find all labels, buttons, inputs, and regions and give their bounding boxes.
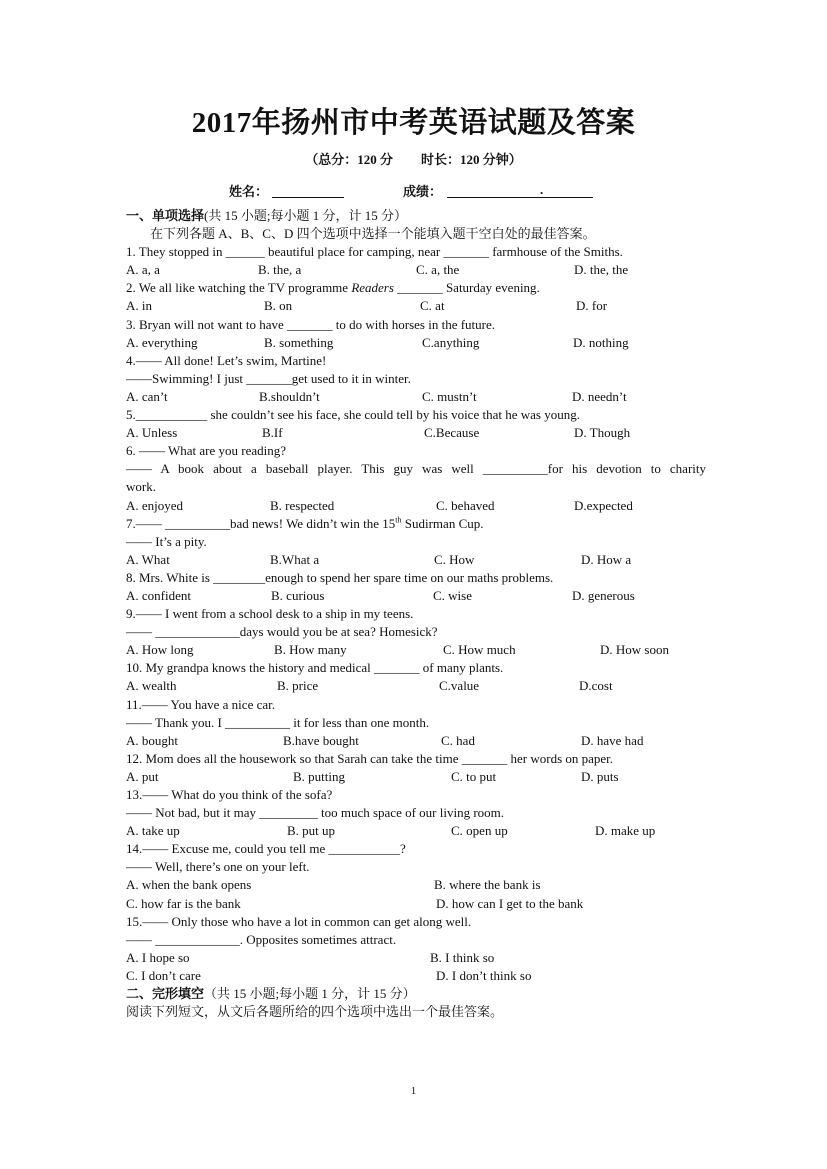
q12-option-d[interactable]: D. puts	[581, 768, 619, 784]
q6-stem-2: —— A book about a baseball player. This guy was well __________for his devotion to charity	[126, 461, 706, 477]
section2-instruction: 阅读下列短文，从文后各题所给的四个选项中选出一个最佳答案。	[126, 1004, 504, 1020]
section1-detail: (共 15 小题;每小题 1 分，计 15 分）	[204, 208, 407, 223]
q15-stem-1: 15.—— Only those who have a lot in common can get along well.	[126, 913, 472, 929]
q9-option-b[interactable]: B. How many	[274, 642, 347, 658]
q14-options-ab	[126, 876, 706, 894]
q13-option-a[interactable]: A. take up	[126, 823, 180, 839]
section1-instruction: 在下列各题 A、B、C、D 四个选项中选择一个能填入题干空白处的最佳答案。	[150, 226, 596, 242]
q10-option-a[interactable]: A. wealth	[126, 678, 177, 694]
q6-option-c[interactable]: C. behaved	[436, 497, 495, 513]
q10-option-c[interactable]: C.value	[439, 678, 480, 694]
q7-stem-2: —— It’s a pity.	[126, 533, 207, 549]
q4-option-c[interactable]: C. mustn’t	[422, 388, 477, 404]
q10-options	[126, 677, 706, 695]
q14-options-cd	[126, 895, 706, 913]
q11-option-d[interactable]: D. have had	[581, 732, 644, 748]
q12-option-b[interactable]: B. putting	[293, 768, 346, 784]
q5-option-c[interactable]: C.Because	[424, 425, 480, 441]
q2-stem-part2: _______ Saturday evening.	[393, 280, 540, 296]
q8-option-a[interactable]: A. confident	[126, 587, 191, 603]
score-mark: .	[540, 182, 544, 197]
q2-options	[126, 297, 706, 315]
q11-stem-1: 11.—— You have a nice car.	[126, 696, 275, 712]
q7-stem-1	[126, 515, 706, 533]
q15-option-b[interactable]: B. I think so	[430, 949, 495, 965]
q12-option-a[interactable]: A. put	[126, 768, 159, 784]
q4-option-b[interactable]: B.shouldn’t	[259, 388, 320, 404]
q6-options	[126, 497, 706, 515]
q13-stem-2: —— Not bad, but it may _________ too much space of our living room.	[126, 805, 505, 821]
q1-option-d[interactable]: D. the, the	[574, 262, 629, 278]
q13-option-d[interactable]: D. make up	[595, 823, 656, 839]
q14-stem-1: 14.—— Excuse me, could you tell me ___________?	[126, 841, 406, 857]
q9-stem-2: —— _____________days would you be at sea? Homesick?	[126, 624, 438, 640]
name-blank[interactable]	[272, 183, 344, 198]
q13-options	[126, 822, 706, 840]
q14-option-d[interactable]: D. how can I get to the bank	[436, 895, 584, 911]
q5-options	[126, 424, 706, 442]
q4-options	[126, 388, 706, 406]
q7-option-a[interactable]: A. What	[126, 551, 170, 567]
q2-stem-part1: 2. We all like watching the TV programme	[126, 280, 352, 296]
score-blank[interactable]	[447, 183, 593, 198]
q7-option-b[interactable]: B.What a	[270, 551, 320, 567]
q2-option-d[interactable]: D. for	[576, 298, 608, 314]
q5-stem: 5.___________ she couldn’t see his face, she could tell by his voice that he was young.	[126, 407, 580, 423]
q12-stem: 12. Mom does all the housework so that Sarah can take the time _______ her words on paper.	[126, 750, 614, 766]
q5-option-d[interactable]: D. Though	[574, 425, 631, 441]
q3-option-c[interactable]: C.anything	[422, 334, 480, 350]
q14-option-c[interactable]: C. how far is the bank	[126, 895, 241, 911]
q15-stem-2: —— _____________. Opposites sometimes attract.	[126, 931, 397, 947]
section2-detail: （共 15 小题;每小题 1 分，计 15 分）	[204, 986, 416, 1002]
q1-stem: 1. They stopped in ______ beautiful place for camping, near _______ farmhouse of the Smiths.	[126, 244, 623, 260]
q13-option-c[interactable]: C. open up	[451, 823, 508, 839]
q7-option-c[interactable]: C. How	[434, 551, 475, 567]
exam-subtitle	[0, 151, 827, 169]
q8-stem: 8. Mrs. White is ________enough to spend her spare time on our maths problems.	[126, 569, 554, 585]
section1-title: 一、单项选择	[126, 208, 205, 223]
q1-option-c[interactable]: C. a, the	[416, 262, 460, 278]
q9-option-a[interactable]: A. How long	[126, 642, 194, 658]
q6-option-b[interactable]: B. respected	[270, 497, 335, 513]
q1-option-b[interactable]: B. the, a	[258, 262, 302, 278]
q8-options	[126, 587, 706, 605]
q14-option-b[interactable]: B. where the bank is	[434, 877, 541, 893]
section1-heading	[126, 207, 706, 225]
section2-heading	[126, 985, 706, 1003]
q15-option-a[interactable]: A. I hope so	[126, 949, 190, 965]
q4-stem-2: ——Swimming! I just _______get used to it in winter.	[126, 370, 411, 386]
q6-option-d[interactable]: D.expected	[574, 497, 633, 513]
total-score-info: （总分：120 分	[305, 152, 393, 167]
q11-option-a[interactable]: A. bought	[126, 732, 178, 748]
q6-stem-3: work.	[126, 479, 156, 495]
q3-option-d[interactable]: D. nothing	[573, 334, 629, 350]
q9-option-d[interactable]: D. How soon	[600, 642, 669, 658]
duration-info: 时长：120 分钟）	[421, 152, 522, 167]
q15-option-c[interactable]: C. I don’t care	[126, 967, 201, 983]
page-number: 1	[410, 1085, 417, 1097]
exam-content	[126, 207, 706, 1021]
q15-options-cd	[126, 967, 706, 985]
q10-stem: 10. My grandpa knows the history and medical _______ of many plants.	[126, 660, 504, 676]
q13-stem-1: 13.—— What do you think of the sofa?	[126, 787, 333, 802]
q5-option-b[interactable]: B.If	[262, 425, 283, 441]
q8-option-c[interactable]: C. wise	[433, 587, 472, 603]
q5-option-a[interactable]: A. Unless	[126, 425, 178, 441]
q1-option-a[interactable]: A. a, a	[126, 262, 160, 278]
q9-option-c[interactable]: C. How much	[443, 642, 516, 658]
q9-options	[126, 641, 706, 659]
q14-option-a[interactable]: A. when the bank opens	[126, 877, 252, 893]
score-label: 成绩：	[403, 184, 443, 199]
q2-option-a[interactable]: A. in	[126, 298, 152, 314]
q12-options	[126, 768, 706, 786]
q15-options-ab	[126, 949, 706, 967]
q4-stem-1: 4.—— All done! Let’s swim, Martine!	[126, 352, 327, 368]
q11-options	[126, 732, 706, 750]
q4-option-d[interactable]: D. needn’t	[572, 388, 627, 404]
q3-option-b[interactable]: B. something	[264, 334, 334, 350]
q2-option-b[interactable]: B. on	[264, 298, 293, 314]
section2-title: 二、完形填空	[126, 986, 205, 1002]
q11-option-c[interactable]: C. had	[441, 732, 475, 748]
q8-option-d[interactable]: D. generous	[572, 587, 635, 603]
q3-stem: 3. Bryan will not want to have _______ to do with horses in the future.	[126, 316, 496, 332]
q7-ordinal-suffix: th	[395, 515, 402, 525]
name-label: 姓名：	[229, 184, 269, 199]
q3-option-a[interactable]: A. everything	[126, 334, 198, 350]
q7-option-d[interactable]: D. How a	[581, 551, 632, 567]
q13-option-b[interactable]: B. put up	[287, 823, 336, 839]
q6-option-a[interactable]: A. enjoyed	[126, 497, 184, 513]
q2-option-c[interactable]: C. at	[420, 298, 445, 314]
q3-options	[126, 334, 706, 352]
q2-stem	[126, 279, 706, 297]
q9-stem-1: 9.—— I went from a school desk to a ship in my teens.	[126, 606, 414, 622]
q10-option-d[interactable]: D.cost	[579, 678, 613, 694]
q12-option-c[interactable]: C. to put	[451, 768, 497, 784]
q8-option-b[interactable]: B. curious	[271, 587, 325, 603]
q15-option-d[interactable]: D. I don’t think so	[436, 967, 532, 983]
q7-stem-part2: Sudirman Cup.	[401, 515, 484, 531]
q4-option-a[interactable]: A. can’t	[126, 388, 168, 404]
q1-options	[126, 261, 706, 279]
q11-stem-2: —— Thank you. I __________ it for less than one month.	[126, 714, 430, 730]
q11-option-b[interactable]: B.have bought	[283, 732, 359, 748]
q10-option-b[interactable]: B. price	[277, 678, 319, 694]
q7-stem-part1: 7.—— __________bad news! We didn’t win the 15	[126, 515, 396, 531]
q14-stem-2: —— Well, there’s one on your left.	[126, 859, 310, 875]
q7-options	[126, 551, 706, 569]
q2-programme-title: Readers	[351, 280, 394, 296]
exam-title: 2017年扬州市中考英语试题及答案	[191, 107, 636, 139]
q6-stem-1: 6. —— What are you reading?	[126, 443, 287, 459]
